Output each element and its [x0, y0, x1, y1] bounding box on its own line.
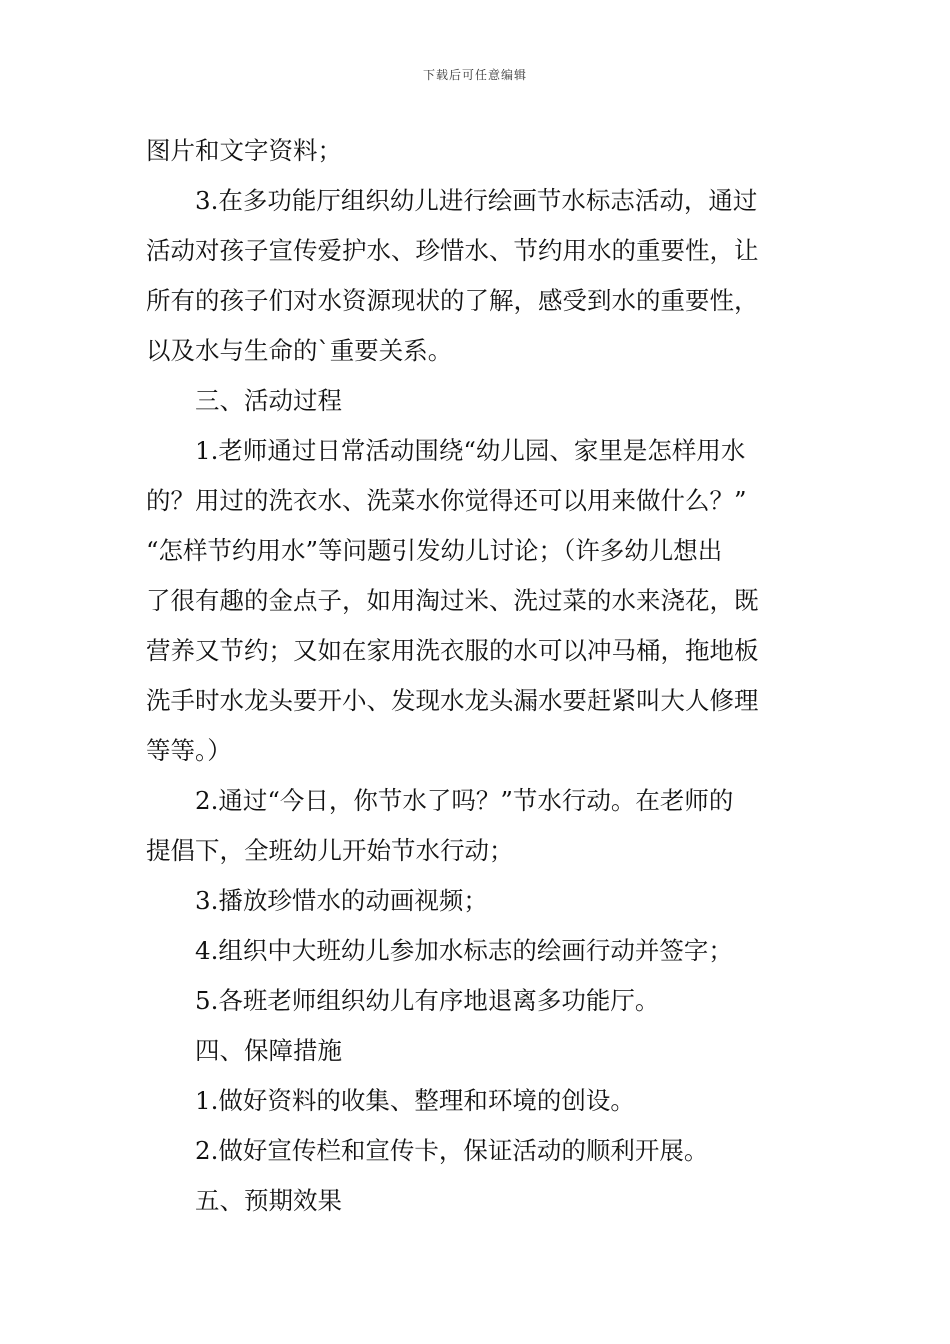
- text-line: 营养又节约；又如在家用洗衣服的水可以冲马桶，拖地板: [146, 636, 759, 665]
- text-line: 洗手时水龙头要开小、发现水龙头漏水要赶紧叫大人修理: [146, 686, 759, 715]
- text-line: 5.各班老师组织幼儿有序地退离多功能厅。: [195, 986, 660, 1015]
- text-line: 图片和文字资料；: [146, 136, 342, 165]
- text-line: 所有的孩子们对水资源现状的了解，感受到水的重要性，: [146, 286, 759, 315]
- section-heading: 三、活动过程: [195, 386, 342, 415]
- section-heading: 四、保障措施: [195, 1036, 342, 1065]
- text-line: 等等。）: [146, 736, 232, 765]
- text-line: “怎样节约用水”等问题引发幼儿讨论；（许多幼儿想出: [146, 536, 723, 565]
- text-line: 3.播放珍惜水的动画视频；: [195, 886, 488, 915]
- text-line: 4.组织中大班幼儿参加水标志的绘画行动并签字；: [195, 936, 733, 965]
- document-body: [146, 126, 808, 1226]
- text-line: 的？用过的洗衣水、洗菜水你觉得还可以用来做什么？”: [146, 486, 747, 515]
- text-line: 了很有趣的金点子，如用淘过米、洗过菜的水来浇花，既: [146, 586, 759, 615]
- text-line: 2.通过“今日，你节水了吗？”节水行动。在老师的: [195, 786, 734, 815]
- text-line: 1.做好资料的收集、整理和环境的创设。: [195, 1086, 635, 1115]
- text-line: 以及水与生命的`重要关系。: [146, 336, 453, 365]
- section-heading: 五、预期效果: [195, 1186, 342, 1215]
- text-line: 3.在多功能厅组织幼儿进行绘画节水标志活动，通过: [195, 186, 758, 215]
- text-line: 2.做好宣传栏和宣传卡，保证活动的顺利开展。: [195, 1136, 709, 1165]
- text-line: 1.老师通过日常活动围绕“幼儿园、家里是怎样用水: [195, 436, 746, 465]
- text-line: 活动对孩子宣传爱护水、珍惜水、节约用水的重要性，让: [146, 236, 759, 265]
- text-line: 提倡下，全班幼儿开始节水行动；: [146, 836, 514, 865]
- header-note: 下载后可任意编辑: [422, 68, 527, 82]
